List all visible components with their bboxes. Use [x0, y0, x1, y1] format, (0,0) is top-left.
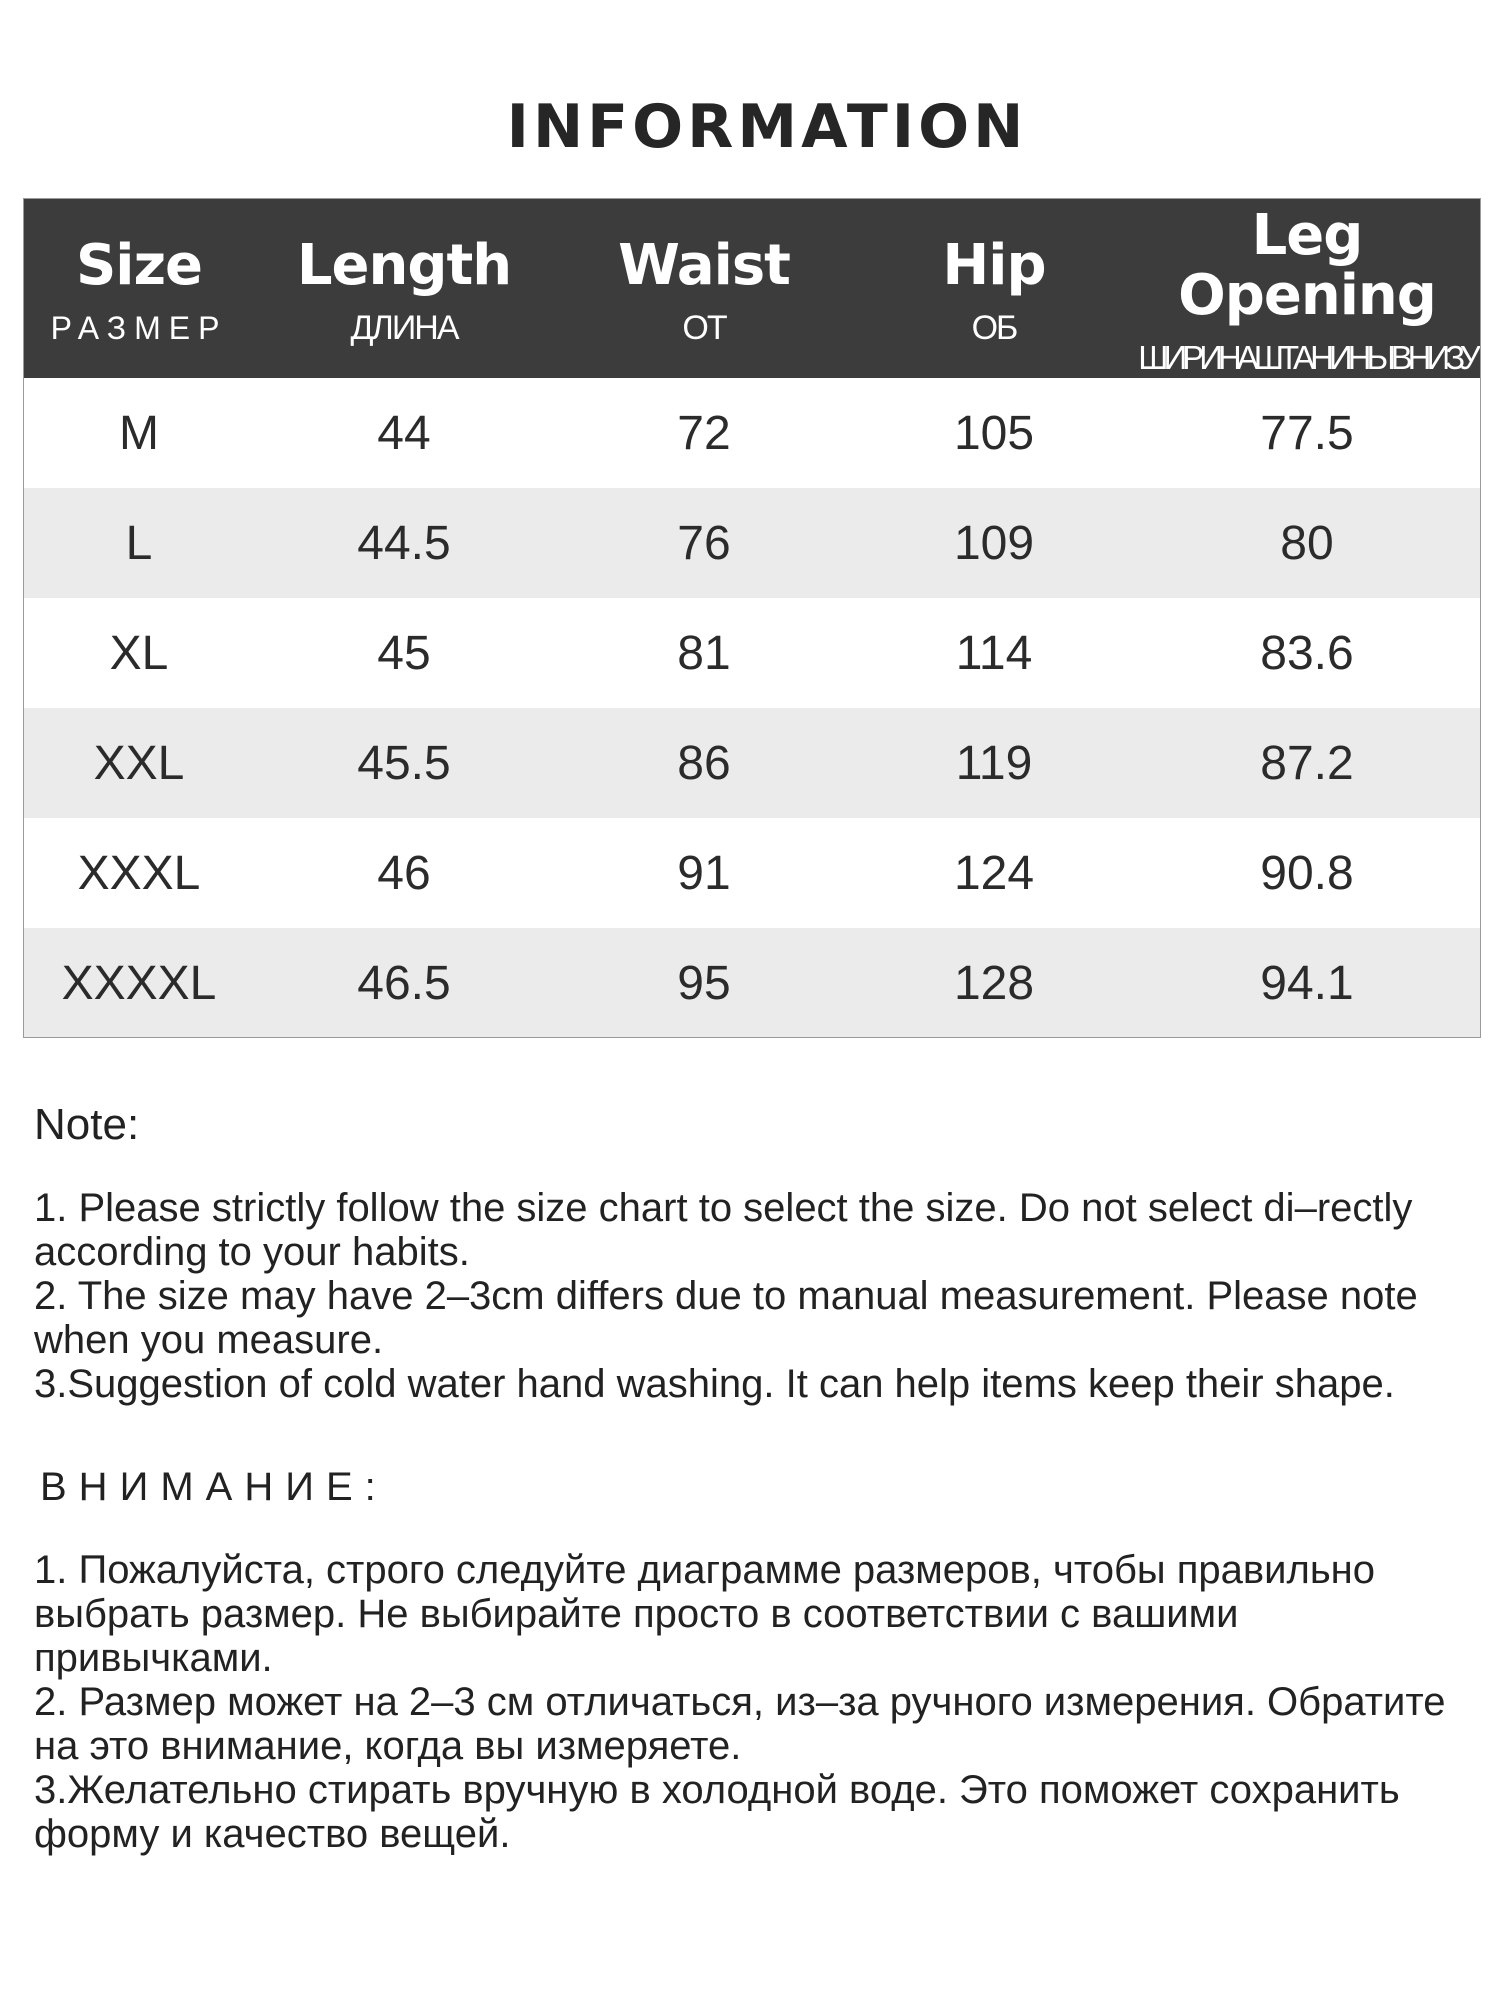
cell-waist: 72 [677, 406, 731, 460]
cell-size: M [119, 406, 159, 460]
cell-size: L [125, 516, 153, 570]
cell-hip: 114 [955, 626, 1033, 680]
cell-size: XXXXL [61, 956, 217, 1010]
note-heading: Note: [34, 1100, 140, 1149]
cell-size: XXXL [77, 846, 201, 900]
cell-waist: 76 [677, 516, 731, 570]
cell-hip: 109 [953, 516, 1035, 570]
header-hip [854, 198, 1134, 378]
page-title: INFORMATION [506, 92, 1028, 162]
cell-waist: 95 [677, 956, 731, 1010]
note-item: 1. Please strictly follow the size chart to select the size. Do not select di–rectly according to your habits. [34, 1186, 1413, 1274]
header-leg-opening-label: Leg Opening [1178, 203, 1436, 328]
table-row [24, 708, 1480, 818]
cell-hip: 128 [953, 956, 1035, 1010]
cell-leg-opening: 90.8 [1260, 846, 1354, 900]
warning-heading: ВНИМАНИЕ: [40, 1465, 388, 1509]
cell-size: XL [109, 626, 169, 680]
header-size [24, 198, 254, 378]
warning-item: 1. Пожалуйста, строго следуйте диаграмме размеров, чтобы правильно выбрать размер. Не выбирайте просто в соответствии с вашими привычками. [34, 1548, 1376, 1680]
cell-length: 45.5 [357, 736, 451, 790]
header-waist-label-ru: ОТ [682, 309, 726, 347]
table-header-row [24, 198, 1480, 378]
header-size-label: Size [75, 233, 203, 298]
cell-waist: 91 [677, 846, 731, 900]
note-item: 3.Suggestion of cold water hand washing. It can help items keep their shape. [34, 1362, 1395, 1406]
warning-item: 2. Размер может на 2–3 см отличаться, из–за ручного измерения. Обратите на это внимание, когда вы измеряете. [34, 1680, 1446, 1768]
header-hip-label-ru: ОБ [971, 309, 1017, 347]
cell-length: 46.5 [357, 956, 451, 1010]
cell-leg-opening: 94.1 [1260, 956, 1354, 1010]
notes-section [34, 1098, 1474, 1856]
table-row [24, 928, 1480, 1038]
size-chart-table [24, 198, 1480, 1038]
cell-leg-opening: 80 [1280, 516, 1334, 570]
cell-waist: 86 [677, 736, 731, 790]
header-leg-opening-label-ru: ШИРИНАШТАНИНЫВНИЗУ [1138, 339, 1476, 376]
note-item: 2. The size may have 2–3cm differs due to manual measurement. Please note when you measure. [34, 1274, 1418, 1362]
warning-item: 3.Желательно стирать вручную в холодной воде. Это поможет сохранить форму и качество вещей. [34, 1768, 1400, 1856]
cell-length: 46 [377, 846, 431, 900]
table-row [24, 378, 1480, 488]
cell-hip: 124 [953, 846, 1035, 900]
cell-length: 44.5 [357, 516, 451, 570]
table-row [24, 598, 1480, 708]
header-length-label-ru: ДЛИНА [350, 309, 458, 347]
table-row [24, 818, 1480, 928]
warning-list [34, 1548, 1474, 1856]
cell-length: 45 [377, 626, 431, 680]
header-length-label: Length [296, 233, 512, 298]
cell-hip: 105 [953, 406, 1035, 460]
cell-leg-opening: 77.5 [1260, 406, 1354, 460]
note-list [34, 1186, 1474, 1406]
header-waist-label: Waist [618, 233, 790, 298]
cell-hip: 119 [955, 736, 1033, 790]
cell-waist: 81 [677, 626, 731, 680]
header-length [254, 198, 554, 378]
cell-leg-opening: 87.2 [1260, 736, 1354, 790]
header-size-label-ru: РАЗМЕР [50, 310, 228, 346]
cell-length: 44 [377, 406, 431, 460]
header-waist [554, 198, 854, 378]
cell-leg-opening: 83.6 [1260, 626, 1354, 680]
cell-size: XXL [93, 736, 185, 790]
header-hip-label: Hip [942, 233, 1046, 298]
table-row [24, 488, 1480, 598]
header-leg-opening [1134, 198, 1480, 378]
